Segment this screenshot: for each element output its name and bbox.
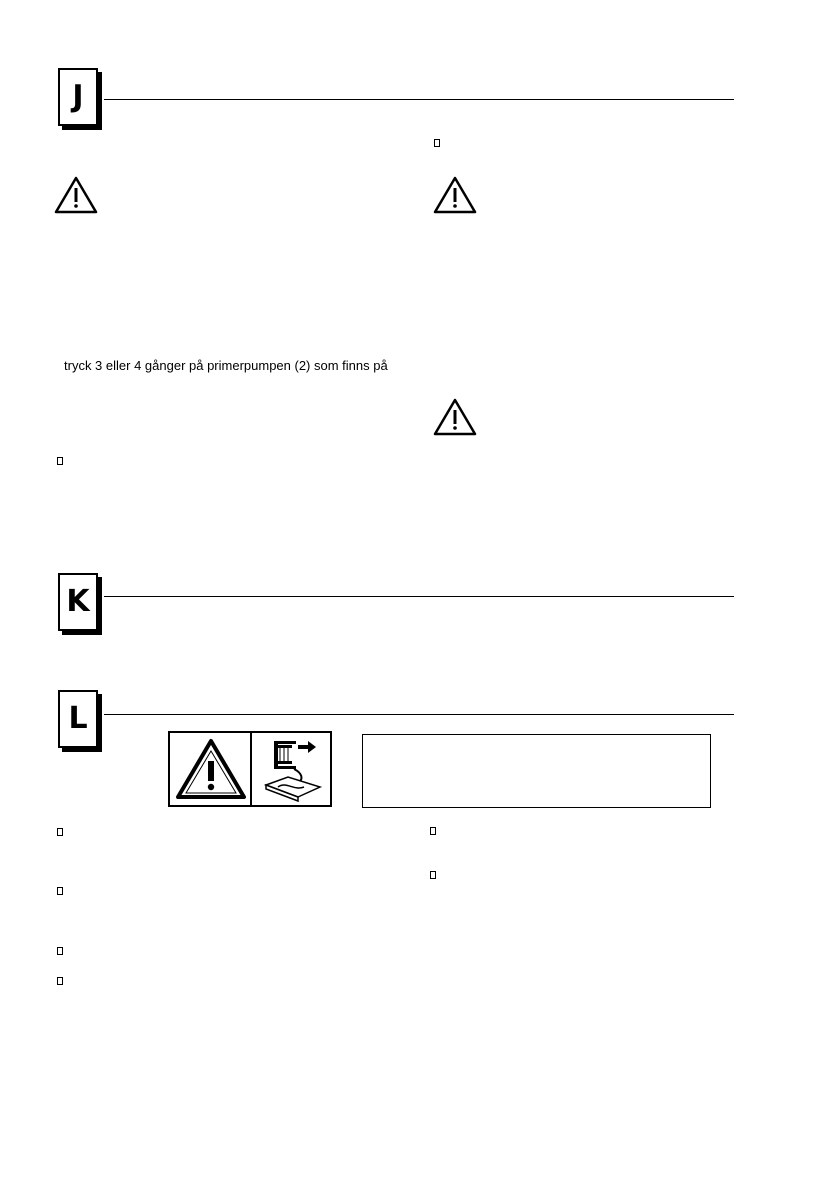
- fuel-mix-icon: [258, 735, 328, 805]
- warning-triangle-icon: [174, 737, 248, 801]
- warning-triangle-icon: [433, 398, 477, 436]
- bullet-box-icon: [434, 139, 440, 147]
- bullet-box-icon: [57, 887, 63, 895]
- section-rule-j: [104, 99, 734, 100]
- section-letter-l: L: [68, 701, 88, 736]
- bullet-box-icon: [57, 977, 63, 985]
- bullet-box-icon: [57, 457, 63, 465]
- bullet-box-icon: [57, 828, 63, 836]
- section-marker-l: [58, 690, 98, 748]
- section-marker-k: [58, 573, 98, 631]
- bullet-box-icon: [57, 947, 63, 955]
- warning-triangle-icon: [54, 176, 98, 214]
- bullet-box-icon: [430, 827, 436, 835]
- section-rule-k: [104, 596, 734, 597]
- primer-instruction-text: tryck 3 eller 4 gånger på primerpumpen (2) som finns på: [64, 358, 388, 373]
- section-marker-j: [58, 68, 98, 126]
- section-rule-l: [104, 714, 734, 715]
- warning-triangle-icon: [433, 176, 477, 214]
- section-letter-j: J: [72, 79, 84, 114]
- note-box: [362, 734, 711, 808]
- pictogram-divider: [250, 733, 252, 805]
- section-letter-k: K: [66, 584, 90, 619]
- bullet-box-icon: [430, 871, 436, 879]
- safety-pictogram: [168, 731, 332, 807]
